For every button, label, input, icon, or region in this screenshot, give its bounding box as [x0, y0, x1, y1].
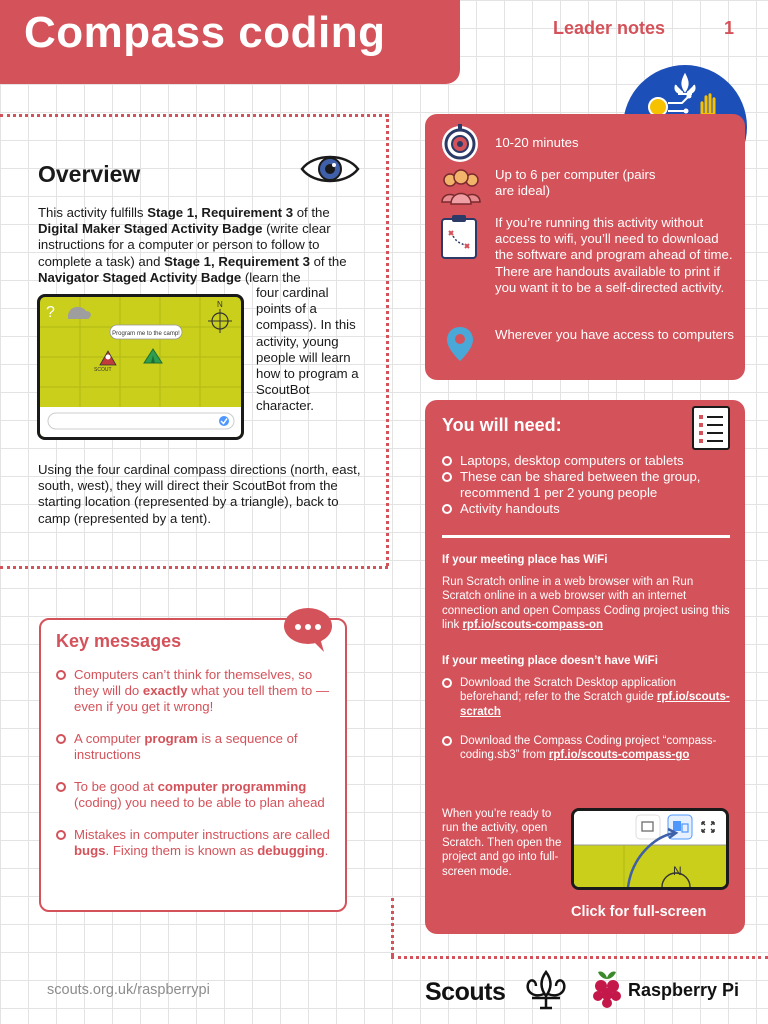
wifi-instructions: Run Scratch online in a web browser with an Run Scratch online in a web browser with an internet connection and open Compass Coding project using this link rpf.io/scouts-compass-on	[442, 576, 730, 632]
compass-download-link[interactable]: rpf.io/scouts-compass-go	[548, 749, 690, 762]
key-message-item: Computers can’t think for themselves, so they will do exactly what you tell them to — even if you get it wrong!	[56, 667, 340, 716]
key-message-item: Mistakes in computer instructions are called bugs. Fixing them is known as debugging.	[56, 827, 340, 859]
click-fullscreen-caption: Click for full-screen	[571, 904, 707, 920]
target-timer-icon	[440, 124, 480, 164]
section-divider	[442, 535, 730, 538]
key-message-item: A computer program is a sequence of instructions	[56, 731, 340, 763]
location-text: Wherever you have access to computers	[495, 327, 734, 342]
overview-heading: Overview	[38, 161, 141, 187]
dotted-divider-top	[0, 114, 388, 117]
bullet-ring-icon	[56, 734, 66, 744]
question-mark: ?	[46, 304, 55, 321]
speech-bubble-text: Program me to the camp!	[112, 331, 180, 337]
people-group-icon	[440, 166, 482, 206]
bullet-ring-icon	[442, 504, 452, 514]
leader-notes-label: Leader notes	[553, 18, 666, 38]
bullet-ring-icon	[56, 670, 66, 680]
clipboard-plan-icon	[440, 214, 478, 260]
key-messages-box	[39, 618, 347, 912]
offline-note-text: If you’re running this activity without access to wifi, you’ll need to download the software and program ahead of time. There are handouts available to print if you want it to be a self-directed activity.	[495, 215, 733, 295]
you-will-need-heading: You will need:	[442, 415, 562, 435]
scratch-guide-link[interactable]: rpf.io/scouts-scratch	[460, 691, 730, 718]
checklist-icon	[692, 406, 730, 450]
need-list-item: Laptops, desktop computers or tablets	[442, 453, 732, 469]
fullscreen-illustration	[574, 811, 726, 887]
eye-icon	[300, 151, 360, 187]
overview-paragraph-3: Using the four cardinal compass directions (north, east, south, west), they will direct their ScoutBot from the starting location (represented by a triangle), back to camp (represented by a tent).	[38, 462, 361, 526]
dotted-divider-vertical	[386, 114, 389, 566]
compass-online-link[interactable]: rpf.io/scouts-compass-on	[462, 619, 604, 632]
no-wifi-heading: If your meeting place doesn’t have WiFi	[442, 655, 658, 667]
footer-url[interactable]: scouts.org.uk/raspberrypi	[47, 982, 210, 998]
need-list-item: These can be shared between the group, recommend 1 per 2 young people	[442, 469, 732, 501]
scouts-wordmark: Scouts	[425, 978, 506, 1006]
fleur-de-lis-icon	[522, 970, 570, 1010]
dotted-divider-mid	[0, 566, 388, 569]
compass-north-label: N	[673, 864, 682, 878]
scratch-stage-illustration	[40, 297, 241, 437]
no-wifi-step: Download the Scratch Desktop application beforehand; refer to the Scratch guide rpf.io/scouts-scratch	[442, 676, 732, 719]
wifi-heading: If your meeting place has WiFi	[442, 554, 608, 566]
need-list-item: Activity handouts	[442, 501, 732, 517]
key-message-item: To be good at computer programming (coding) you need to be able to plan ahead	[56, 779, 340, 811]
dotted-divider-vertical-lower	[391, 898, 394, 956]
scratch-stage-screenshot	[37, 294, 244, 440]
no-wifi-step: Download the Compass Coding project “compass-coding.sb3” from rpf.io/scouts-compass-go	[442, 734, 732, 763]
raspberry-pi-wordmark: Raspberry Pi	[628, 980, 740, 1000]
ready-instructions: When you’re ready to run the activity, open Scratch. Then open the project and go into full-screen mode.	[442, 808, 562, 878]
compass-north-label: N	[217, 300, 223, 309]
speech-bubble-icon	[282, 606, 334, 654]
dotted-divider-bottom	[391, 956, 768, 959]
bullet-ring-icon	[56, 830, 66, 840]
bullet-ring-icon	[56, 782, 66, 792]
page-number: 1	[724, 18, 735, 38]
scoutbot-label: SCOUT	[94, 367, 112, 373]
overview-paragraph-1: This activity fulfills Stage 1, Requirement 3 of the Digital Maker Staged Activity Badge (write clear instructions for a computer or person to follow to complete a task) and Stage 1, Requirement 3 of the Navigator Staged Activity Badge (learn the	[38, 205, 347, 285]
overview-paragraph-2: four cardinal points of a compass). In this activity, young people will learn how to program a ScoutBot character.	[256, 285, 359, 414]
fullscreen-screenshot	[571, 808, 729, 890]
time-text: 10-20 minutes	[495, 135, 579, 150]
bullet-ring-icon	[442, 472, 452, 482]
raspberry-pi-logo-icon	[590, 968, 624, 1010]
bullet-ring-icon	[442, 456, 452, 466]
key-messages-heading: Key messages	[56, 631, 182, 651]
group-size-text: Up to 6 per computer (pairs are ideal)	[495, 167, 656, 199]
bullet-ring-icon	[442, 678, 452, 688]
page-title: Compass coding	[24, 8, 386, 57]
location-pin-icon	[446, 326, 474, 362]
bullet-ring-icon	[442, 736, 452, 746]
